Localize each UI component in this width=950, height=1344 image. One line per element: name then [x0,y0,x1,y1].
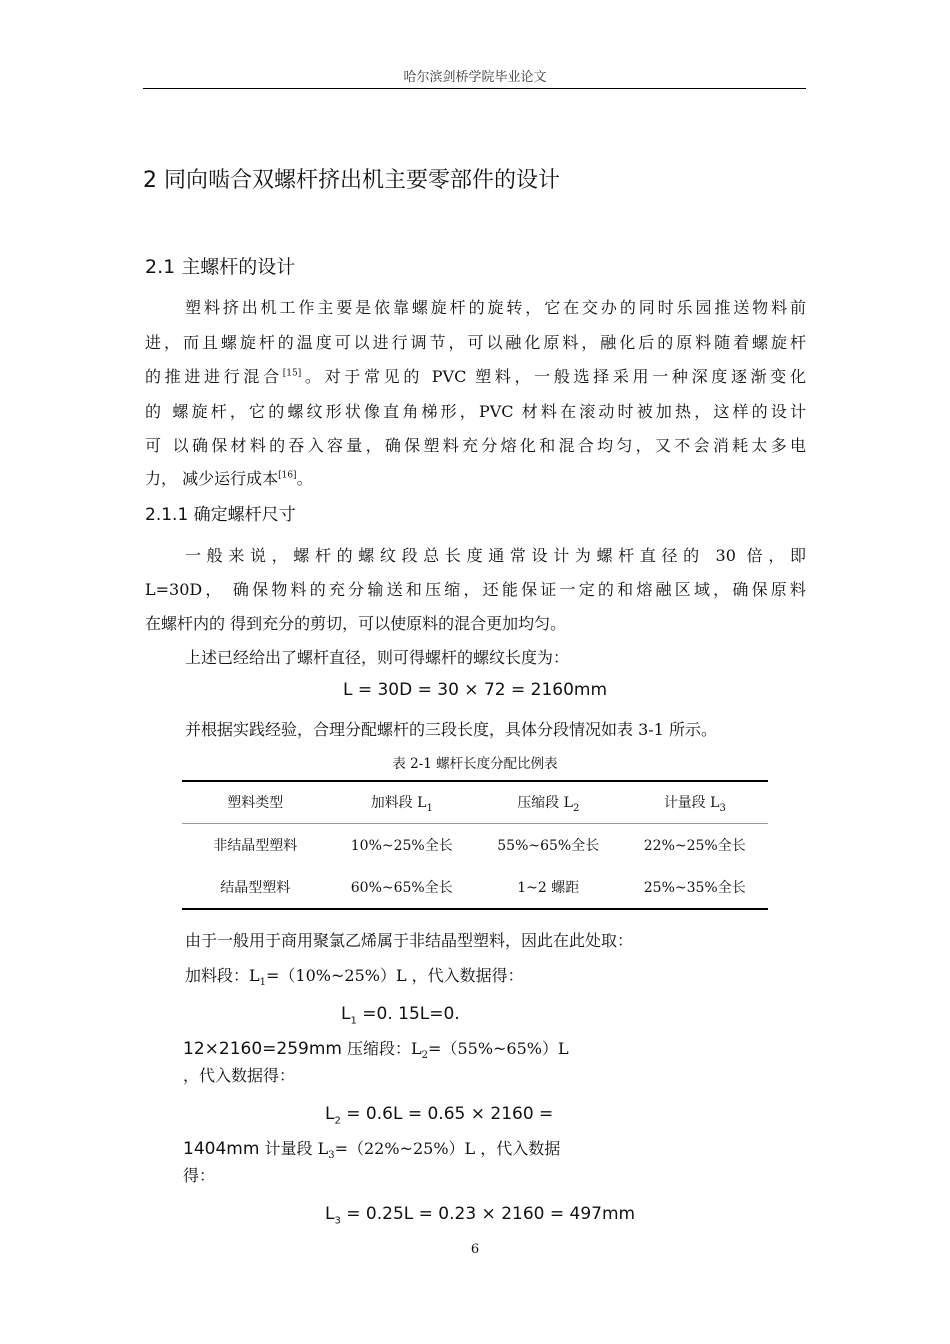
para2-line1: 一般来说，螺杆的螺纹段总长度通常设计为螺杆直径的 30 倍，即 [185,546,806,565]
header-plastic-type: 塑料类型 [227,795,284,812]
para1-line4: 的 螺旋杆，它的螺纹形状像直角梯形，PVC 材料在滚动时被加热，这样的设计 [145,402,806,421]
equation-L1: $L_1 =0$. 15L=0. [341,1004,460,1027]
equation-L: L = 30D = 30 × 72 = 2160mm [342,680,608,700]
equation-L2-continued-2: 得： [183,1166,216,1185]
header-metering-section: 计量段 $L_3$ [663,795,726,815]
para1-line2: 进，而且螺旋杆的温度可以进行调节，可以融化原料，融化后的原料随着螺旋杆 [145,333,806,352]
table-cell: 10%~25%全长 [350,837,453,854]
para2-line4: 上述已经给出了螺杆直径，则可得螺杆的螺纹长度为： [185,648,570,667]
running-header: 哈尔滨剑桥学院毕业论文 [403,70,547,85]
section-title: 2.1 主螺杆的设计 [145,256,296,278]
citation-15: [15] [282,368,302,379]
para1-line1: 塑料挤出机工作主要是依靠螺旋杆的旋转，它在交办的同时乐园推送物料前 [185,298,806,317]
table-cell: 25%~35%全长 [643,880,746,896]
table-cell: 非结晶型塑料 [213,837,298,854]
equation-L1-continued-2: ，代入数据得： [183,1066,296,1085]
feed-section-formula: 加料段：$L_1=(10\%\sim 25\%)L$ ，代入数据得： [185,966,524,989]
header-feed-section: 加料段 $L_1$ [370,795,433,815]
equation-L1-continued: 12×2160=259mm 压缩段：$L_2=(55\%\sim 65\%)L$ [183,1039,569,1062]
table-cell: 55%~65%全长 [497,837,600,854]
para2-line2: L=30D， 确保物料的充分输送和压缩，还能保证一定的和熔融区域，确保原料 [145,580,806,599]
page-number: 6 [470,1242,480,1257]
table-cell: 22%~25%全长 [643,837,746,854]
para1-line6: 力， 减少运行成本[16]。 [145,469,313,488]
subsection-title: 2.1.1 确定螺杆尺寸 [145,505,296,525]
table-row [182,823,768,866]
table-cell: 结晶型塑料 [220,880,291,896]
chapter-title: 2 同向啮合双螺杆挤出机主要零部件的设计 [143,168,560,193]
equation-L2-continued: 1404mm 计量段 $L_3=(22\%\sim 25\%)L$ ，代入数据 [183,1139,561,1162]
para4: 由于一般用于商用聚氯乙烯属于非结晶型塑料，因此在此处取： [185,931,634,950]
table-row [182,866,768,909]
table-cell: 1~2 螺距 [517,880,580,896]
para1-line3: 的推进进行混合[15]。对于常见的 PVC 塑料，一般选择采用一种深度逐渐变化 [145,367,806,386]
equation-L3: $L_3 = 0.25L = 0.23 \times 2160 = 497mm$ [325,1204,636,1227]
table-cell: 60%~65%全长 [350,880,453,896]
header-rule [143,88,806,89]
citation-16: [16] [278,470,297,481]
para2-line3: 在螺杆内的 得到充分的剪切，可以使原料的混合更加均匀。 [145,614,567,633]
header-compression-section: 压缩段 $L_2$ [517,795,580,815]
screw-length-table [182,780,768,910]
para1-line5: 可 以确保材料的吞入容量，确保塑料充分熔化和混合均匀，又不会消耗太多电 [145,436,806,455]
para3: 并根据实践经验，合理分配螺杆的三段长度，具体分段情况如表 3-1 所示。 [185,720,717,739]
table-header-row [182,781,768,823]
equation-L2: $L_2 = 0.6L = 0.65 \times 2160$ = [325,1104,554,1127]
table-caption: 表 2-1 螺杆长度分配比例表 [392,756,558,772]
